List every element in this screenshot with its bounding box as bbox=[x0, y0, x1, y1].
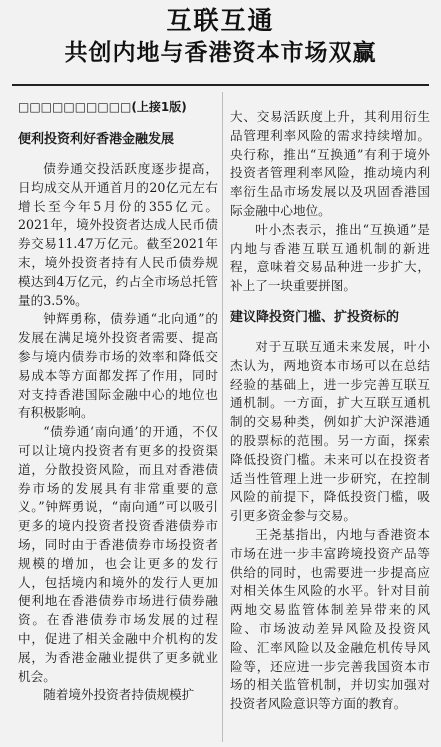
section-heading-1 bbox=[18, 126, 218, 154]
section-heading-2-text: 建议降投资门槛、扩投资标的 bbox=[230, 309, 400, 325]
section-heading-2 bbox=[230, 304, 430, 332]
headline-subtitle: 共创内地与香港资本市场双赢 bbox=[64, 40, 377, 66]
section-heading-1-text: 便利投资利好香港金融发展 bbox=[18, 132, 175, 147]
paragraph: 债券通交投活跃度逐步提高，日均成交从开通首月的20亿元左右增长至今年5月份的355亿元。2021年，境外投资者达成人民币债券交易11.47万亿元。截至2021年末，境外投资者持有人民币债券规模达到4万亿元，约占全市场总托管量的3.5%。 bbox=[18, 161, 218, 308]
paragraph: 大、交易活跃度上升，其利用衍生品管理利率风险的需求持续增加。央行称，推出“互换通”有利于境外投资者管理利率风险，推动境内利率衍生品市场发展以及巩固香港国际金融中心地位。 bbox=[230, 109, 430, 218]
paragraph: “债券通‘南向通’的开通，不仅可以让境内投资者有更多的投资渠道，分散投资风险，而且对香港债券市场的发展具有非常重要的意义。”钟辉勇说，“南向通”可以吸引更多的境内投资者投资香港债券市场，同时由于香港债券市场投资者规模的增加，也会让更多的发行人，包括境内和境外的发行人更加便利地在香港债券市场进行债券融资。在香港债券市场发展的过程中，促进了相关金融中介机构的发展，为香港金融业提供了更多就业机会。 bbox=[18, 424, 218, 684]
paragraph: 随着境外投资者持债规模扩 bbox=[43, 687, 195, 703]
paragraph: 对于互联互通未来发展，叶小杰认为，两地资本市场可以在总结经验的基础上，进一步完善互联互通机制。一方面，扩大互联互通机制的交易种类，例如扩大沪深港通的股票标的范围。另一方面，探索降低投资门槛。未来可以在投资者适当性管理上进一步研究，在控制风险的前提下，降低投资门槛，吸引更多资金参与交易。 bbox=[230, 338, 430, 524]
left-column bbox=[18, 96, 218, 705]
headline bbox=[0, 0, 441, 76]
paragraph: 钟辉勇称，债券通“北向通”的发展在满足境外投资者需要、提高参与境内债券市场的效率和降低交易成本等方面都发挥了作用，同时对支持香港国际金融中心的地位也有积极影响。 bbox=[18, 311, 218, 421]
column-divider bbox=[222, 92, 223, 742]
right-column bbox=[230, 108, 430, 714]
paragraph: 王尧基指出，内地与香港资本市场在进一步丰富跨境投资产品等供给的同时，也需要进一步提高应对相关体生风险的水平。针对目前两地交易监管体制差异带来的风险、市场波动差异风险及投资风险、汇率风险以及金融危机传导风险等，还应进一步完善我国资本市场的相关监管机制，并切实加强对投资者风险意识等方面的教育。 bbox=[230, 526, 430, 712]
paragraph: 叶小杰表示，推出“互换通”是内地与香港互联互通机制的新进程，意味着交易品种进一步扩大，补上了一块重要拼图。 bbox=[230, 221, 430, 294]
headline-divider bbox=[12, 84, 429, 86]
headline-title: 互联互通 bbox=[166, 6, 275, 35]
continued-from-label: □□□□□□□□□□(上接1版) bbox=[18, 100, 187, 114]
